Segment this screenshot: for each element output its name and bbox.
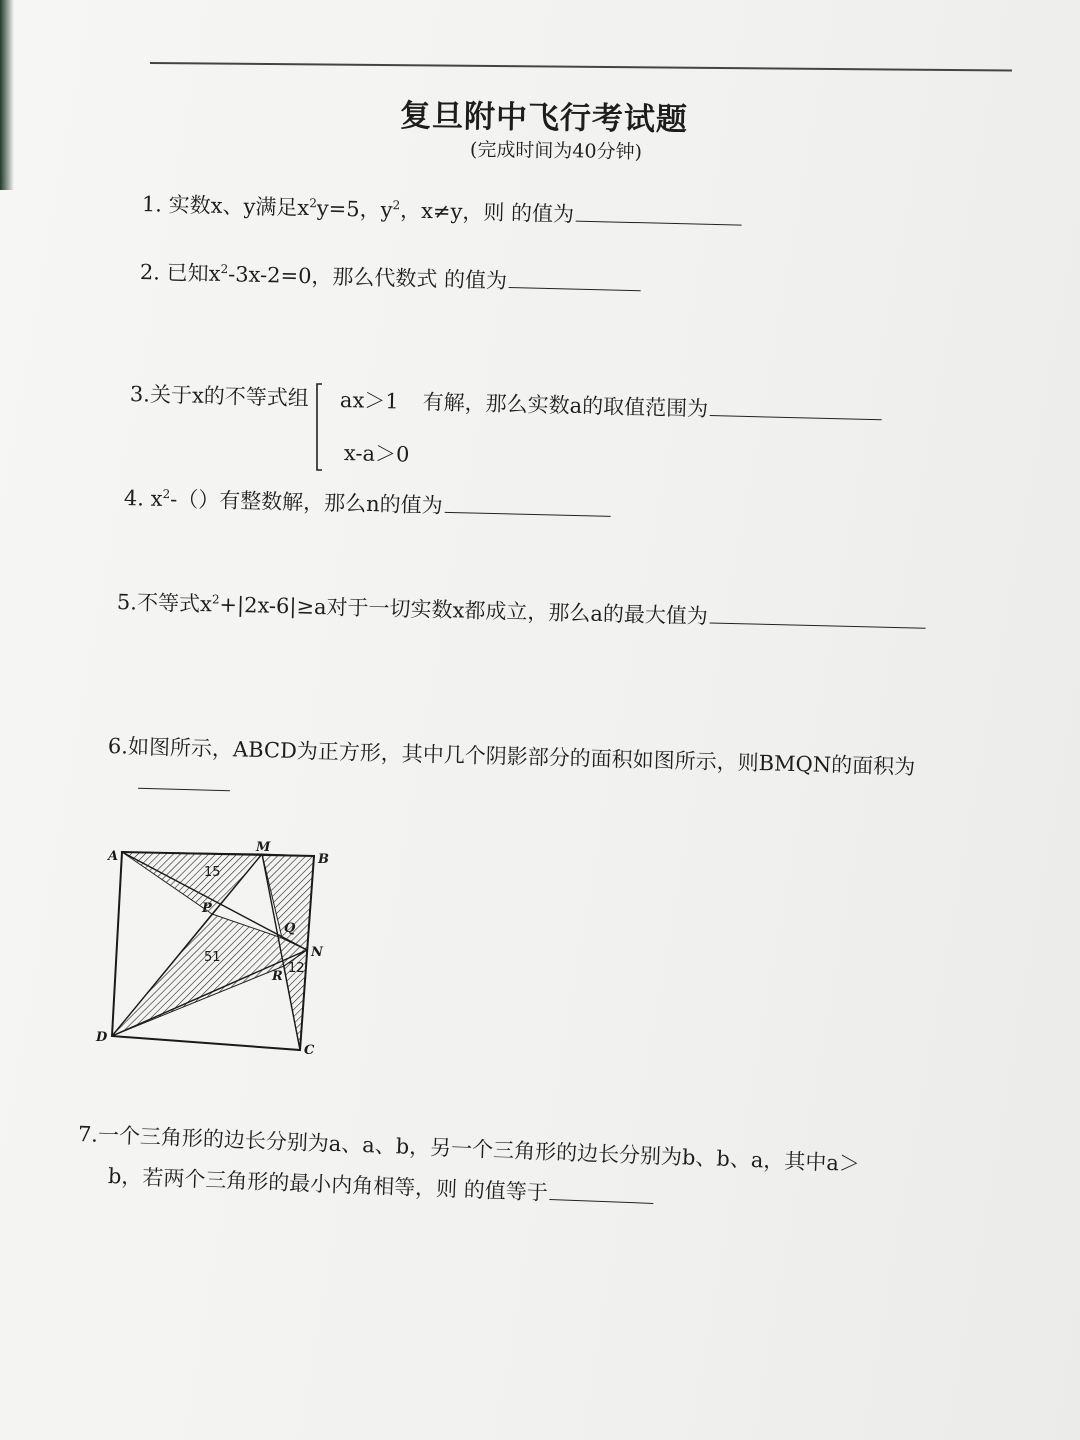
q4-text-a: 4. x (123, 486, 163, 511)
q7-text: b，若两个三角形的最小内角相等，则 的值等于 (107, 1164, 549, 1205)
q3-tail-text: 有解，那么实数a的取值范围为 (422, 390, 709, 421)
q3-system-brace (313, 382, 323, 472)
q2-answer-blank[interactable] (509, 286, 641, 291)
area-label-15: 15 (204, 865, 221, 880)
q6-answer-blank[interactable] (138, 788, 230, 791)
q1-sup-a: 2 (309, 196, 318, 211)
area-label-51: 51 (204, 950, 221, 965)
q4-sup-a: 2 (162, 486, 171, 502)
question-2 (140, 256, 642, 298)
q7-answer-blank[interactable] (549, 1198, 653, 1204)
q4-text-b: -（）有整数解，那么n的值为 (169, 487, 444, 518)
label-a: A (108, 849, 119, 864)
area-label-12: 12 (288, 961, 305, 976)
shaded-region-amp (122, 852, 262, 914)
exam-subtitle: (完成时间为40分钟) (469, 138, 643, 164)
q4-answer-blank[interactable] (445, 511, 611, 517)
question-3-lead: 3.关于x的不等式组 (129, 382, 310, 411)
header-rule (150, 62, 1012, 72)
q1-text-a: 1. 实数x、y满足x (141, 192, 310, 221)
label-b: B (318, 852, 329, 867)
page-edge-shadow (0, 0, 14, 190)
label-p: P (202, 901, 212, 916)
q3-inequality-2: x-a＞0 (343, 441, 410, 467)
question-4 (124, 482, 611, 524)
q5-text-a: 5.不等式x (116, 590, 213, 617)
exam-title: 复旦附中飞行考试题 (399, 97, 689, 139)
q1-answer-blank[interactable] (576, 220, 742, 226)
label-q: Q (284, 921, 296, 936)
q5-text-b: +|2x-6|≥a对于一切实数x都成立，那么a的最大值为 (219, 592, 709, 629)
question-5 (117, 586, 927, 636)
label-m: M (256, 840, 271, 855)
q3-inequality-1: ax＞1 (339, 388, 399, 414)
question-3-line1 (340, 384, 883, 427)
q5-sup-a: 2 (211, 592, 220, 607)
label-n: N (311, 945, 323, 960)
q1-text-c: ，x≠y，则 的值为 (399, 198, 575, 227)
q1-text-b: y=5，y (316, 196, 393, 223)
q2-text-b: -3x-2=0，那么代数式 的值为 (227, 262, 508, 293)
question-7-line1: 7.一个三角形的边长分别为a、a、b，另一个三角形的边长分别为b、b、a，其中a＞ (77, 1122, 861, 1177)
label-d: D (96, 1030, 108, 1045)
q3-answer-blank[interactable] (710, 414, 882, 420)
question-1 (142, 188, 743, 233)
q2-text-a: 2. 已知x (139, 260, 221, 286)
label-r: R (272, 969, 283, 984)
q2-sup-a: 2 (220, 261, 229, 277)
q1-sup-b: 2 (392, 198, 401, 213)
q5-answer-blank[interactable] (710, 621, 926, 628)
label-c: C (304, 1043, 315, 1058)
square-figure (92, 836, 342, 1068)
question-7-line2 (107, 1160, 654, 1211)
question-6: 6.如图所示，ABCD为正方形，其中几个阴影部分的面积如图所示，则BMQN的面积为 (107, 734, 916, 780)
